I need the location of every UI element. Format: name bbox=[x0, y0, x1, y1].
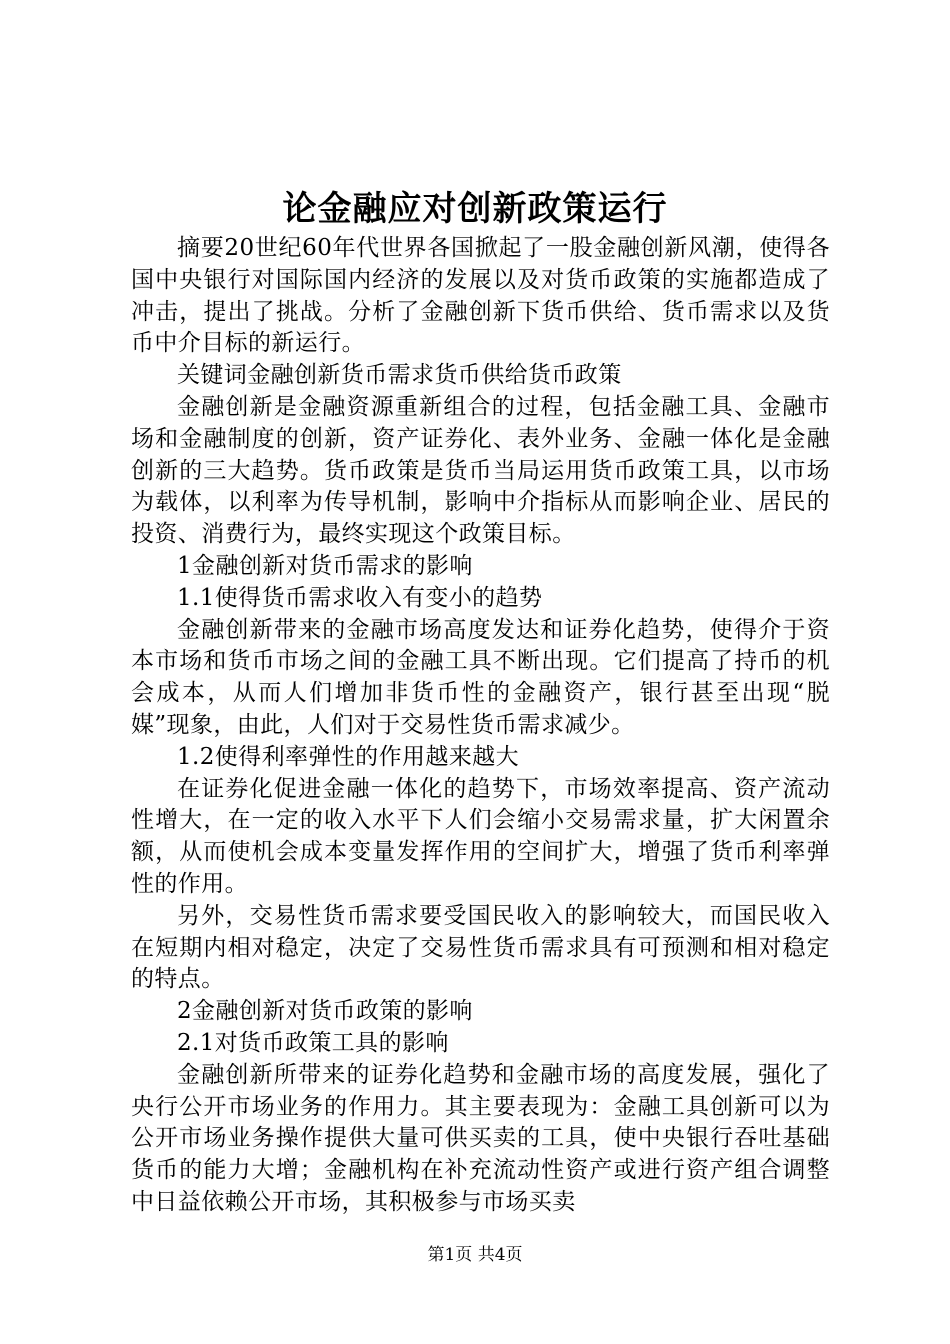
document-body bbox=[131, 233, 830, 1219]
subsection-heading-2-1: 2.1对货币政策工具的影响 bbox=[177, 1029, 449, 1056]
subsection-heading-1-2: 1.2使得利率弹性的作用越来越大 bbox=[177, 743, 519, 770]
document-title: 论金融应对创新政策运行 bbox=[282, 189, 668, 229]
body-paragraph: 另外，交易性货币需求要受国民收入的影响较大，而国民收入在短期内相对稳定，决定了交易性货币需求具有可预测和相对稳定的特点。 bbox=[131, 902, 830, 993]
body-paragraph: 在证券化促进金融一体化的趋势下，市场效率提高、资产流动性增大，在一定的收入水平下人们会缩小交易需求量，扩大闲置余额，从而使机会成本变量发挥作用的空间扩大，增强了货币利率弹性的作用。 bbox=[131, 775, 830, 897]
keywords-line: 关键词金融创新货币需求货币供给货币政策 bbox=[177, 362, 622, 389]
subsection-heading-1-1: 1.1使得货币需求收入有变小的趋势 bbox=[177, 584, 543, 611]
section-heading-2: 2金融创新对货币政策的影响 bbox=[177, 998, 473, 1025]
body-paragraph: 金融创新带来的金融市场高度发达和证券化趋势，使得介于资本市场和货币市场之间的金融工具不断出现。它们提高了持币的机会成本，从而人们增加非货币性的金融资产，银行甚至出现“脱媒”现象，由此，人们对于交易性货币需求减少。 bbox=[131, 616, 830, 738]
body-paragraph: 金融创新所带来的证券化趋势和金融市场的高度发展，强化了央行公开市场业务的作用力。其主要表现为：金融工具创新可以为公开市场业务操作提供大量可供买卖的工具，使中央银行吞吐基础货币的能力大增；金融机构在补充流动性资产或进行资产组合调整中日益依赖公开市场，其积极参与市场买卖 bbox=[131, 1061, 830, 1215]
page-footer: 第1页 共4页 bbox=[427, 1245, 523, 1265]
abstract-paragraph: 摘要20世纪60年代世界各国掀起了一股金融创新风潮，使得各国中央银行对国际国内经济的发展以及对货币政策的实施都造成了冲击，提出了挑战。分析了金融创新下货币供给、货币需求以及货币中介目标的新运行。 bbox=[131, 235, 830, 357]
intro-paragraph: 金融创新是金融资源重新组合的过程，包括金融工具、金融市场和金融制度的创新，资产证券化、表外业务、金融一体化是金融创新的三大趋势。货币政策是货币当局运用货币政策工具，以市场为载体，以利率为传导机制，影响中介指标从而影响企业、居民的投资、消费行为，最终实现这个政策目标。 bbox=[131, 393, 830, 548]
section-heading-1: 1金融创新对货币需求的影响 bbox=[177, 552, 473, 579]
